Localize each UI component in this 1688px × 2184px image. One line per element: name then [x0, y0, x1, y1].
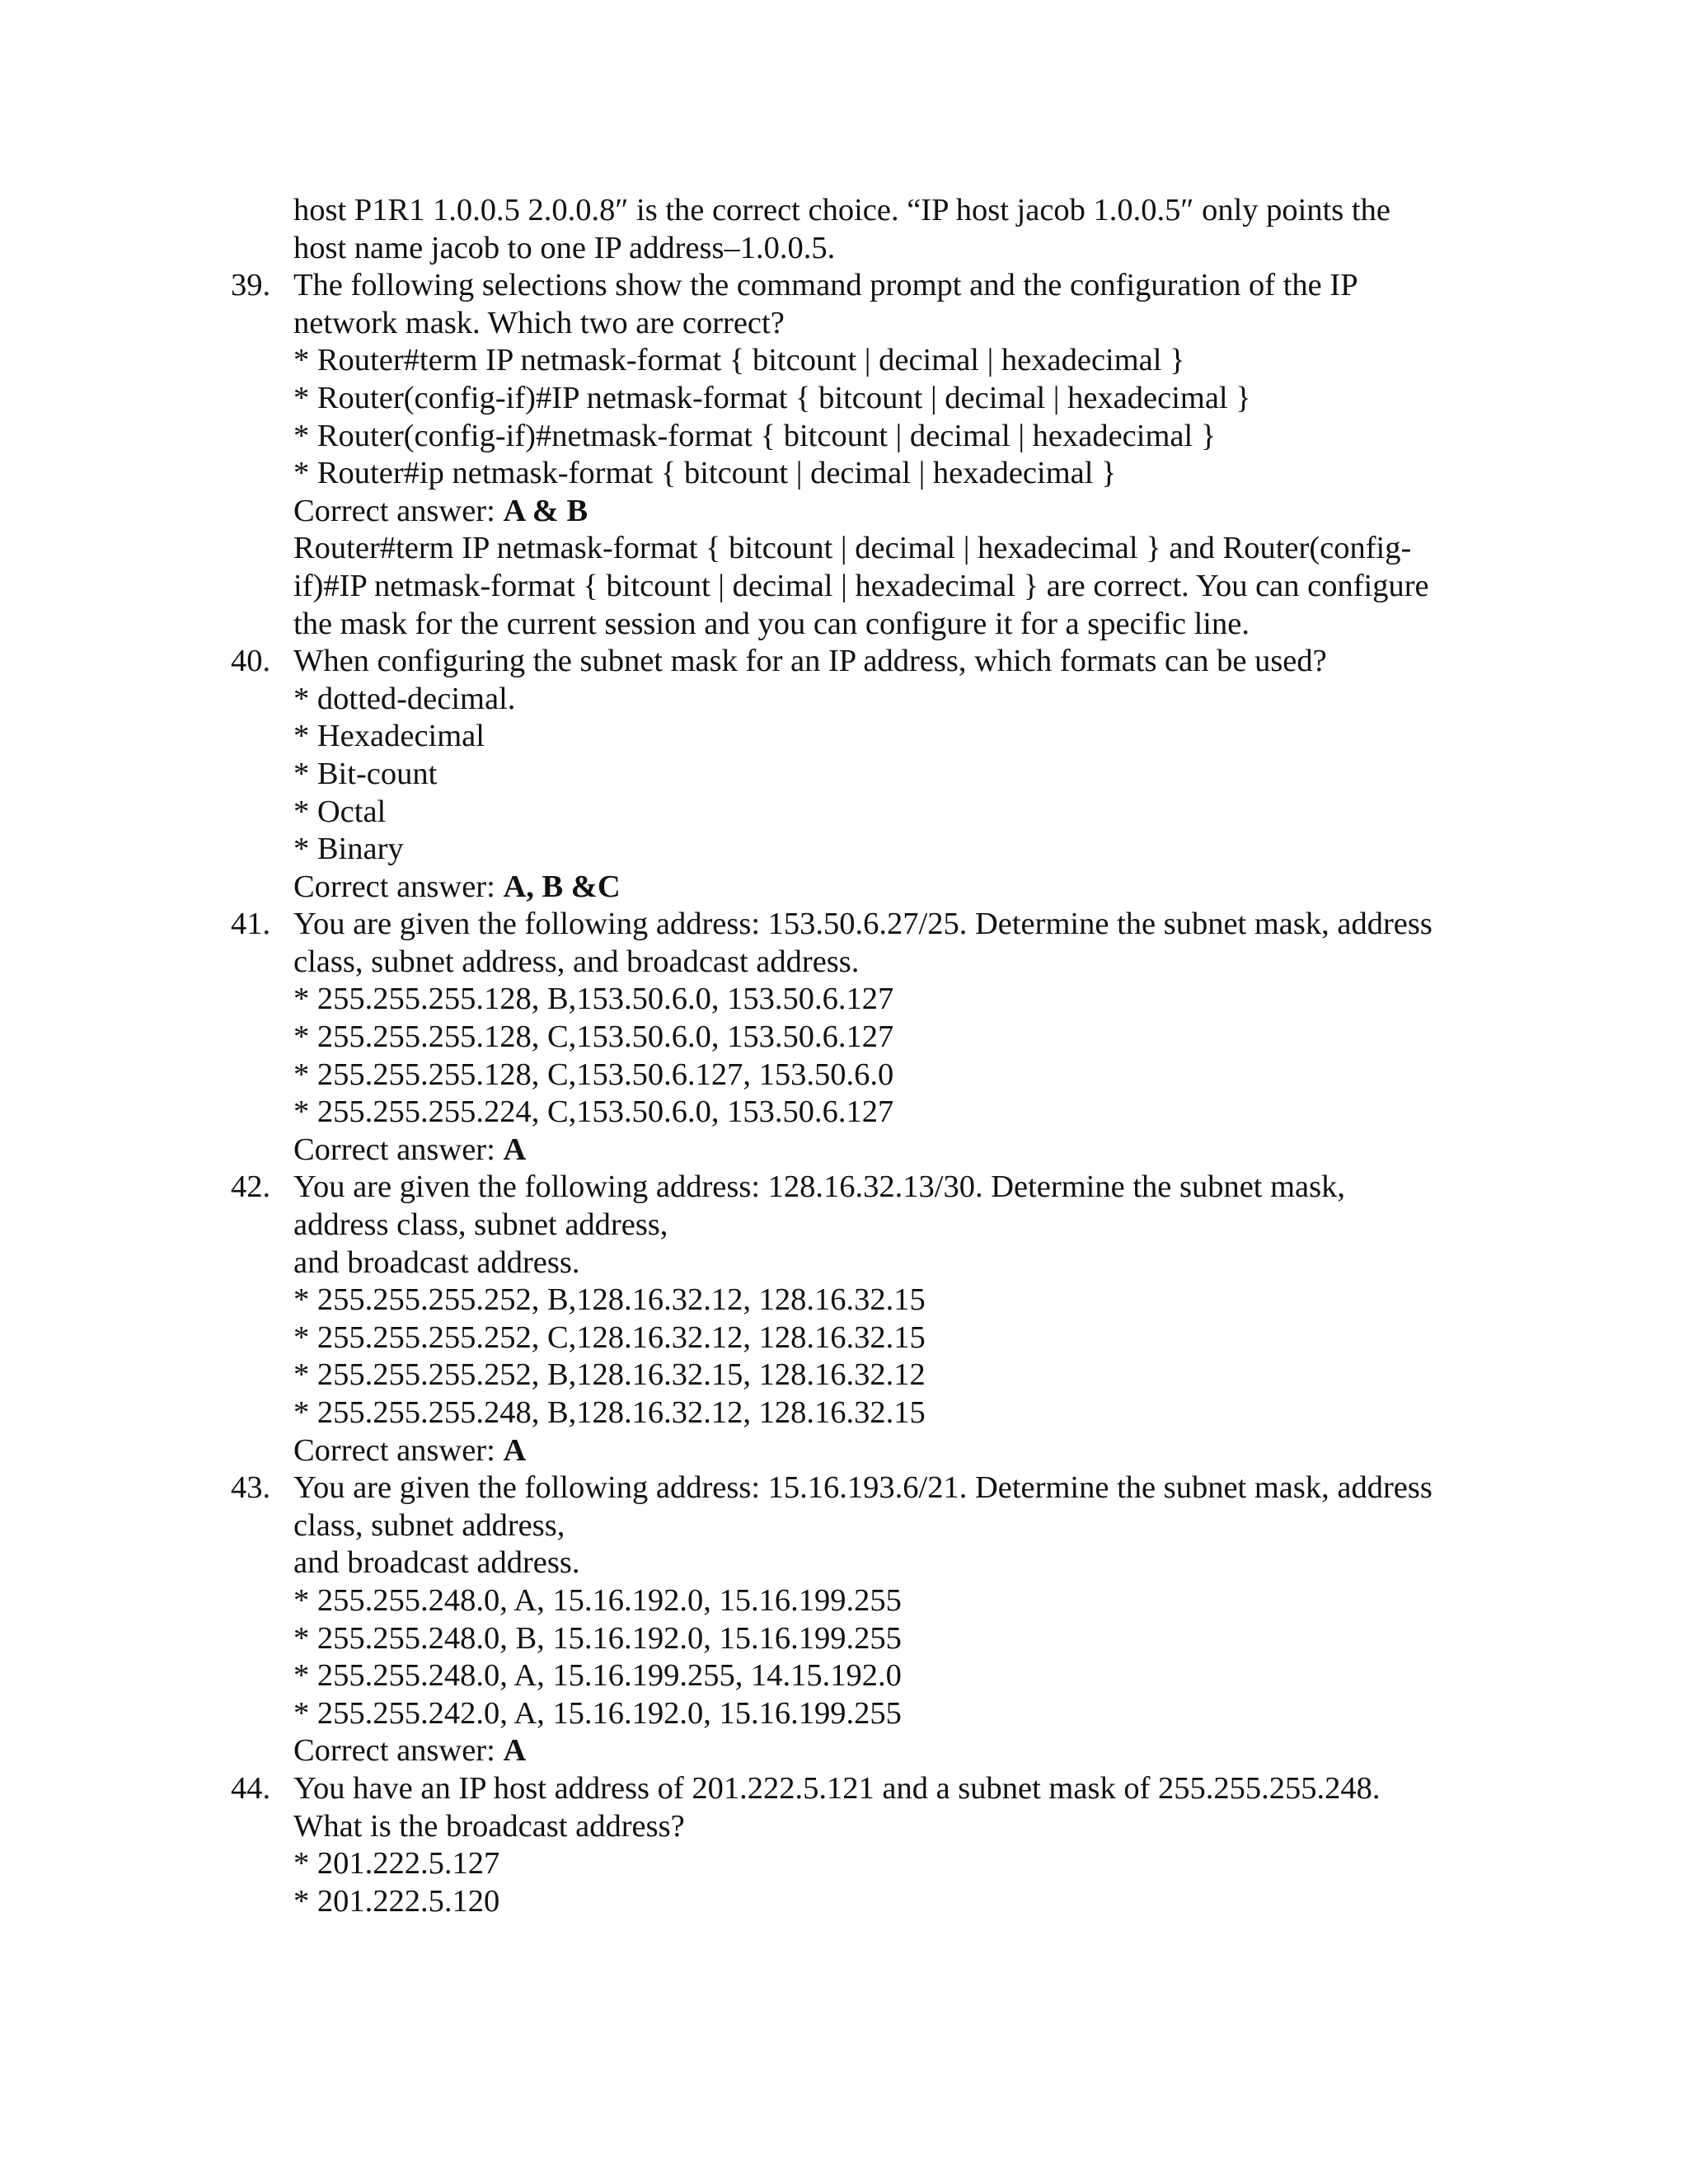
- line-text: class, subnet address, and broadcast address.: [293, 944, 860, 979]
- text-line: [231, 756, 1517, 794]
- line-text: * 255.255.255.252, B,128.16.32.12, 128.16.32.15: [293, 1282, 926, 1318]
- line-text: * 255.255.255.128, B,153.50.6.0, 153.50.6.127: [293, 982, 894, 1017]
- correct-answer-value: A & B: [503, 493, 588, 528]
- line-text: * 255.255.248.0, B, 15.16.192.0, 15.16.199.255: [293, 1620, 902, 1656]
- text-line: [231, 1808, 1517, 1846]
- text-line: [231, 530, 1517, 568]
- answer-line: [231, 869, 1517, 907]
- line-text: Correct answer:: [293, 1132, 504, 1167]
- text-line: [231, 1507, 1517, 1545]
- text-line: [231, 305, 1517, 343]
- line-text: * 255.255.255.248, B,128.16.32.12, 128.16.32.15: [293, 1395, 926, 1430]
- text-line: [231, 380, 1517, 418]
- question-number: 43.: [231, 1470, 271, 1506]
- answer-line: [231, 1132, 1517, 1169]
- text-line: [231, 1357, 1517, 1394]
- text-line: [231, 455, 1517, 493]
- line-text: You are given the following address: 128.16.32.13/30. Determine the subnet mask,: [293, 1169, 1346, 1205]
- line-text: Correct answer:: [293, 493, 504, 528]
- question-line: [231, 643, 1517, 681]
- line-text: You have an IP host address of 201.222.5.121 and a subnet mask of 255.255.255.248.: [293, 1770, 1381, 1806]
- line-text: * 255.255.255.224, C,153.50.6.0, 153.50.6.127: [293, 1094, 894, 1130]
- line-text: * Binary: [293, 832, 404, 867]
- text-line: [231, 418, 1517, 456]
- line-text: class, subnet address,: [293, 1507, 565, 1543]
- line-text: Correct answer:: [293, 1733, 504, 1769]
- line-text: address class, subnet address,: [293, 1207, 668, 1243]
- text-line: [231, 681, 1517, 719]
- line-text: Router#term IP netmask-format { bitcount | decimal | hexadecimal } and Router(config-: [293, 531, 1412, 566]
- line-text: Correct answer:: [293, 1432, 504, 1468]
- line-text: * 255.255.255.252, B,128.16.32.15, 128.16.32.12: [293, 1357, 926, 1393]
- text-line: [231, 1282, 1517, 1319]
- text-line: [231, 1620, 1517, 1658]
- line-text: When configuring the subnet mask for an IP address, which formats can be used?: [293, 644, 1327, 679]
- line-text: host P1R1 1.0.0.5 2.0.0.8″ is the correct choice. “IP host jacob 1.0.0.5″ only points the: [293, 193, 1390, 227]
- text-line: [231, 718, 1517, 756]
- text-line: [231, 1582, 1517, 1620]
- text-line: [231, 1244, 1517, 1282]
- text-line: [231, 831, 1517, 869]
- question-line: [231, 1169, 1517, 1207]
- question-number: 42.: [231, 1169, 271, 1205]
- line-text: network mask. Which two are correct?: [293, 305, 785, 340]
- line-text: * Octal: [293, 794, 387, 829]
- line-text: Correct answer:: [293, 869, 504, 904]
- line-text: What is the broadcast address?: [293, 1808, 685, 1844]
- question-line: [231, 1770, 1517, 1808]
- line-text: * 255.255.255.128, C,153.50.6.127, 153.50.6.0: [293, 1057, 894, 1092]
- answer-line: [231, 493, 1517, 531]
- text-line: [231, 1544, 1517, 1582]
- text-line: [231, 606, 1517, 644]
- line-text: * 255.255.255.252, C,128.16.32.12, 128.16.32.15: [293, 1319, 926, 1355]
- document-body: [231, 192, 1517, 1920]
- question-line: [231, 906, 1517, 944]
- question-line: [231, 1469, 1517, 1507]
- line-text: * 201.222.5.127: [293, 1846, 500, 1882]
- correct-answer-value: A: [503, 1432, 527, 1468]
- question-number: 41.: [231, 907, 271, 942]
- text-line: [231, 192, 1517, 230]
- line-text: * Router#ip netmask-format { bitcount | decimal | hexadecimal }: [293, 456, 1117, 491]
- line-text: and broadcast address.: [293, 1545, 580, 1581]
- line-text: host name jacob to one IP address–1.0.0.5.: [293, 230, 836, 265]
- text-line: [231, 1657, 1517, 1695]
- line-text: * Router#term IP netmask-format { bitcount | decimal | hexadecimal }: [293, 343, 1185, 378]
- correct-answer-value: A, B &C: [503, 869, 621, 904]
- text-line: [231, 342, 1517, 380]
- question-number: 40.: [231, 644, 271, 679]
- text-line: [231, 794, 1517, 832]
- question-number: 39.: [231, 268, 271, 303]
- text-line: [231, 1057, 1517, 1094]
- line-text: * Hexadecimal: [293, 719, 485, 754]
- line-text: You are given the following address: 15.16.193.6/21. Determine the subnet mask, address: [293, 1470, 1432, 1506]
- text-line: [231, 981, 1517, 1019]
- text-line: [231, 1845, 1517, 1883]
- answer-line: [231, 1732, 1517, 1770]
- text-line: [231, 1394, 1517, 1432]
- line-text: * 255.255.248.0, A, 15.16.199.255, 14.15.192.0: [293, 1658, 902, 1694]
- question-line: [231, 267, 1517, 305]
- correct-answer-value: A: [503, 1132, 527, 1167]
- line-text: * Router(config-if)#IP netmask-format { bitcount | decimal | hexadecimal }: [293, 380, 1251, 415]
- line-text: if)#IP netmask-format { bitcount | decimal | hexadecimal } are correct. You can configure: [293, 568, 1429, 603]
- line-text: * 255.255.248.0, A, 15.16.192.0, 15.16.199.255: [293, 1582, 902, 1618]
- text-line: [231, 1094, 1517, 1132]
- correct-answer-value: A: [503, 1733, 527, 1769]
- line-text: * dotted-decimal.: [293, 681, 516, 716]
- text-line: [231, 1319, 1517, 1357]
- text-line: [231, 1207, 1517, 1244]
- line-text: * 255.255.242.0, A, 15.16.192.0, 15.16.199.255: [293, 1695, 902, 1731]
- line-text: * Router(config-if)#netmask-format { bitcount | decimal | hexadecimal }: [293, 418, 1217, 453]
- text-line: [231, 1019, 1517, 1057]
- text-line: [231, 944, 1517, 982]
- line-text: You are given the following address: 153.50.6.27/25. Determine the subnet mask, address: [293, 907, 1432, 942]
- line-text: * 201.222.5.120: [293, 1883, 500, 1919]
- text-line: [231, 230, 1517, 268]
- text-line: [231, 568, 1517, 606]
- text-line: [231, 1883, 1517, 1921]
- line-text: and broadcast address.: [293, 1244, 580, 1280]
- line-text: The following selections show the command prompt and the configuration of the IP: [293, 268, 1358, 303]
- question-number: 44.: [231, 1770, 271, 1806]
- line-text: * Bit-count: [293, 756, 438, 791]
- text-line: [231, 1695, 1517, 1733]
- line-text: * 255.255.255.128, C,153.50.6.0, 153.50.6.127: [293, 1019, 894, 1055]
- answer-line: [231, 1432, 1517, 1470]
- line-text: the mask for the current session and you can configure it for a specific line.: [293, 606, 1250, 641]
